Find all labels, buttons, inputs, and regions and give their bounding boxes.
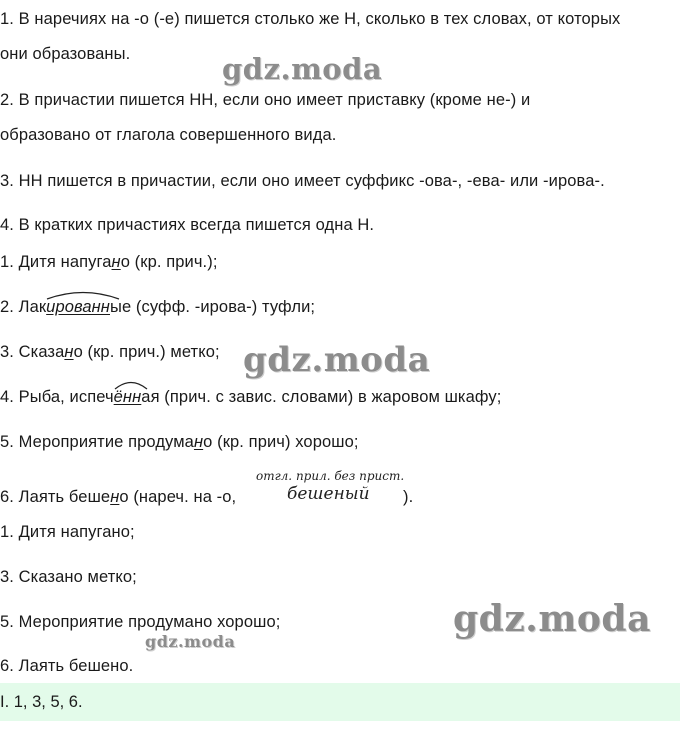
suffix-arc: ированн (46, 297, 110, 317)
analysis-6-close: ). (403, 488, 414, 506)
watermark-logo: gdz.moda (453, 598, 651, 640)
analysis-1: 1. Дитя напугано (кр. прич.); (0, 253, 218, 271)
analysis-6: 6. Лаять бешено (нареч. на -о, (0, 488, 237, 506)
rule-1-line-2: они образованы. (0, 45, 131, 63)
corrected-3: 3. Сказано метко; (0, 568, 137, 586)
analysis-5: 5. Мероприятие продумано (кр. прич) хорошо; (0, 433, 359, 451)
suffix-arc-icon (46, 288, 120, 300)
rule-2-line-2: образовано от глагола совершенного вида. (0, 126, 337, 144)
corrected-1: 1. Дитя напугано; (0, 523, 135, 541)
suffix-arc: ённ (114, 387, 142, 407)
analysis-3: 3. Сказано (кр. прич.) метко; (0, 343, 220, 361)
rule-3: 3. НН пишется в причастии, если оно имеет суффикс -ова-, -ева- или -ирова-. (0, 172, 605, 190)
rule-4: 4. В кратких причастиях всегда пишется одна Н. (0, 216, 375, 234)
answer-bar (0, 683, 680, 721)
watermark-logo: gdz.moda (222, 52, 383, 86)
analysis-2: 2. Лак ированные (суфф. -ирова-) туфли; (0, 297, 315, 317)
rule-1-line-1: 1. В наречиях на -о (-е) пишется столько же Н, сколько в тех словах, от которых (0, 10, 621, 28)
watermark-logo: gdz.moda (145, 632, 236, 651)
handwritten-word: бешеный (287, 484, 370, 504)
answer-text: I. 1, 3, 5, 6. (0, 693, 83, 711)
rule-2-line-1: 2. В причастии пишется НН, если оно имеет приставку (кроме не-) и (0, 91, 531, 109)
underlined-letter: н (111, 253, 121, 271)
watermark-logo: gdz.moda (243, 340, 431, 380)
corrected-5: 5. Мероприятие продумано хорошо; (0, 613, 281, 631)
corrected-6: 6. Лаять бешено. (0, 657, 134, 675)
underlined-letter: н (193, 433, 204, 451)
handwritten-note: отгл. прил. без прист. (256, 469, 405, 483)
suffix-arc-icon (114, 378, 148, 390)
underlined-letter: н (110, 488, 120, 506)
underlined-letter: н (64, 343, 74, 361)
analysis-4: 4. Рыба, испеч ённая (прич. с завис. словами) в жаровом шкафу; (0, 387, 501, 407)
